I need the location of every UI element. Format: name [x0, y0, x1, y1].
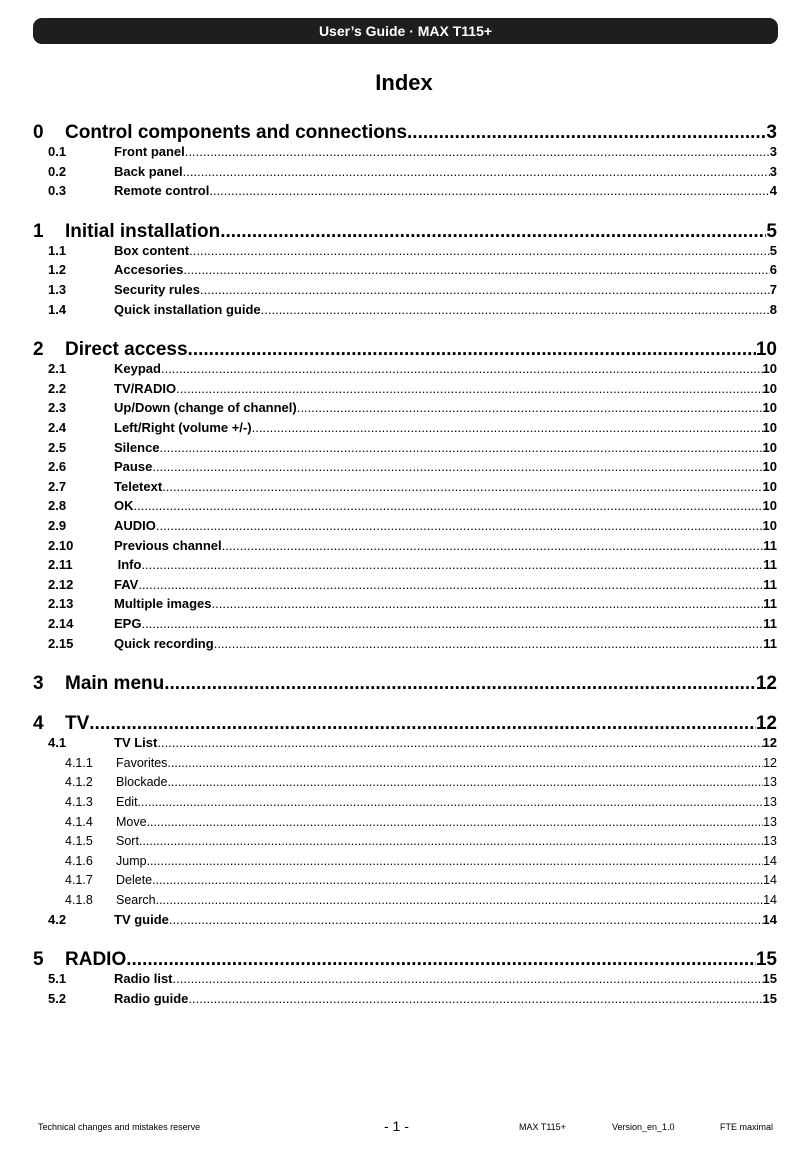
toc-number: 1.1 [48, 242, 67, 258]
toc-leader-dots [138, 792, 764, 812]
toc-section[interactable] [33, 516, 777, 536]
toc-label: Back panel [114, 163, 183, 179]
toc-subsection[interactable] [33, 792, 777, 812]
toc-number: 2.4 [48, 420, 67, 435]
toc-leader-dots [212, 594, 764, 614]
toc-leader-dots [141, 614, 763, 634]
toc-leader-dots [261, 300, 770, 320]
toc-label: Sort [116, 834, 139, 849]
toc-number: 0.1 [48, 144, 67, 159]
toc-number: 1.4 [48, 301, 67, 317]
toc-label: Quick installation guide [114, 301, 261, 317]
toc-label: OK [114, 498, 134, 514]
toc-section[interactable] [33, 280, 777, 300]
toc-leader-dots [157, 733, 762, 753]
toc-number: 2.14 [48, 616, 74, 631]
toc-page-number: 11 [763, 635, 777, 651]
toc-label: Keypad [114, 361, 161, 377]
toc-label: Front panel [114, 144, 185, 159]
toc-label: RADIO [65, 949, 127, 971]
toc-leader-dots [141, 555, 763, 575]
toc-leader-dots [189, 241, 770, 261]
toc-section[interactable] [33, 438, 777, 458]
toc-leader-dots [169, 910, 763, 930]
toc-section[interactable] [33, 496, 777, 516]
footer-model: MAX T115+ [519, 1122, 566, 1132]
toc-subsection[interactable] [33, 772, 777, 792]
toc-page-number: 12 [755, 673, 777, 695]
toc-number: 1.2 [48, 262, 67, 278]
toc-number: 5.2 [48, 990, 67, 1006]
toc-label: Main menu [65, 673, 165, 695]
toc-label: Search [116, 893, 156, 907]
toc-leader-dots [162, 477, 762, 497]
toc-label: Box content [114, 242, 190, 258]
toc-leader-dots [183, 260, 769, 280]
toc-label: Jump [116, 853, 147, 868]
toc-page-number: 11 [763, 557, 777, 573]
toc-page-number: 10 [762, 439, 777, 455]
toc-page-number: 12 [763, 755, 777, 770]
toc-label: Quick recording [114, 635, 214, 651]
toc-section[interactable] [33, 910, 777, 930]
toc-leader-dots [173, 969, 763, 989]
toc-section[interactable] [33, 457, 777, 477]
toc-label: EPG [114, 616, 142, 631]
toc-leader-dots [134, 496, 763, 516]
toc-label: Edit [116, 795, 138, 809]
toc-number: 2.2 [48, 380, 67, 396]
toc-page-number: 15 [755, 949, 777, 971]
toc-section[interactable] [33, 260, 777, 280]
toc-page-number: 10 [762, 400, 777, 416]
toc-label: TV [65, 713, 90, 735]
toc-page-number: 10 [755, 339, 777, 361]
toc-page-number: 11 [763, 616, 777, 631]
toc-leader-dots [156, 516, 763, 536]
toc-label: AUDIO [114, 518, 156, 533]
toc-leader-dots [152, 457, 762, 477]
toc-page-number: 3 [769, 144, 777, 159]
toc-number: 4.1.2 [65, 775, 93, 790]
toc-label: FAV [114, 576, 139, 592]
toc-leader-dots [222, 536, 764, 556]
toc-leader-dots [161, 359, 763, 379]
toc-number: 4.1.8 [65, 893, 93, 907]
toc-section[interactable] [33, 300, 777, 320]
toc-number: 2.15 [48, 635, 74, 651]
toc-label: Up/Down (change of channel) [114, 400, 297, 416]
toc-section[interactable] [33, 634, 777, 654]
toc-page-number: 8 [769, 301, 777, 317]
toc-section[interactable] [33, 969, 777, 989]
toc-section[interactable] [33, 594, 777, 614]
toc-number: 2.12 [48, 576, 74, 592]
toc-number: 0 [33, 122, 44, 143]
toc-label: Move [116, 814, 147, 829]
toc-leader-dots [252, 418, 763, 438]
toc-subsection[interactable] [33, 812, 777, 832]
toc-number: 2.6 [48, 459, 67, 475]
toc-leader-dots [156, 890, 763, 910]
toc-page-number: 10 [762, 380, 777, 396]
toc-subsection[interactable] [33, 870, 777, 890]
toc-number: 3 [33, 673, 44, 695]
toc-section[interactable] [33, 142, 777, 162]
header-bar [33, 18, 778, 44]
toc-number: 4 [33, 713, 44, 735]
toc-number: 4.1.1 [65, 755, 93, 770]
toc-number: 4.1.3 [65, 795, 93, 809]
toc-number: 0.2 [48, 163, 67, 179]
toc-number: 5.1 [48, 971, 67, 987]
toc-number: 2.3 [48, 400, 67, 416]
toc-page-number: 3 [766, 122, 777, 143]
toc-page-number: 11 [763, 576, 777, 592]
toc-page-number: 14 [763, 873, 777, 888]
toc-leader-dots [188, 989, 762, 1009]
toc-section[interactable] [33, 418, 777, 438]
toc-label: Multiple images [114, 596, 212, 612]
toc-chapter[interactable] [33, 671, 777, 697]
toc-page-number: 11 [763, 596, 777, 612]
toc-page-number: 10 [762, 459, 777, 475]
toc-leader-dots [297, 398, 763, 418]
toc-page-number: 13 [763, 795, 777, 809]
toc-leader-dots [185, 142, 770, 162]
toc-page-number: 13 [763, 775, 777, 790]
page-title: Index [375, 70, 433, 95]
toc-section[interactable] [33, 614, 777, 634]
toc-page-number: 4 [769, 183, 777, 199]
toc-section[interactable] [33, 536, 777, 556]
toc-section[interactable] [33, 181, 777, 201]
toc-number: 4.1 [48, 735, 67, 751]
toc-label: Initial installation [65, 220, 221, 242]
toc-label: Favorites [116, 755, 168, 770]
toc-page-number: 11 [763, 537, 777, 553]
toc-page-number: 12 [762, 735, 777, 751]
toc-number: 1 [33, 220, 44, 242]
toc-label: Previous channel [114, 537, 222, 553]
toc-section[interactable] [33, 733, 777, 753]
toc-leader-dots [160, 438, 763, 458]
toc-number: 1.3 [48, 282, 67, 297]
toc-section[interactable] [33, 359, 777, 379]
toc-number: 2.13 [48, 596, 74, 612]
toc-leader-dots [164, 671, 756, 697]
toc-section[interactable] [33, 989, 777, 1009]
toc-label: Pause [114, 459, 153, 475]
toc-label: Direct access [65, 339, 188, 361]
footer-brand: FTE maximal [720, 1122, 774, 1132]
toc-label: TV List [114, 735, 158, 751]
toc-label: Security rules [114, 282, 200, 297]
toc-page-number: 12 [755, 713, 777, 735]
toc-number: 5 [33, 949, 44, 971]
toc-number: 2.5 [48, 439, 67, 455]
toc-page-number: 3 [769, 163, 777, 179]
toc-section[interactable] [33, 241, 777, 261]
toc-label: Blockade [116, 775, 168, 790]
toc-page-number: 15 [762, 990, 777, 1006]
toc-number: 4.2 [48, 911, 67, 927]
toc-leader-dots [209, 181, 769, 201]
toc-subsection[interactable] [33, 851, 777, 871]
toc-leader-dots [176, 379, 762, 399]
toc-page-number: 10 [762, 420, 777, 435]
toc-page-number: 5 [766, 220, 777, 242]
toc-section[interactable] [33, 575, 777, 595]
toc-number: 2.1 [48, 361, 67, 377]
toc-number: 0.3 [48, 183, 67, 199]
toc-label: Radio guide [114, 990, 189, 1006]
toc-label: TV/RADIO [114, 380, 177, 396]
toc-number: 4.1.7 [65, 873, 93, 888]
toc-leader-dots [183, 162, 770, 182]
toc-label: TV guide [114, 911, 169, 927]
toc-leader-dots [200, 280, 770, 300]
toc-label: Remote control [114, 183, 210, 199]
toc-leader-dots [147, 812, 764, 832]
toc-label: Teletext [114, 478, 163, 494]
toc-number: 2.7 [48, 478, 67, 494]
toc-label: Info [114, 557, 142, 573]
toc-page-number: 10 [762, 361, 777, 377]
toc-page-number: 15 [762, 971, 777, 987]
toc-leader-dots [152, 870, 763, 890]
toc-number: 2 [33, 339, 44, 361]
toc-page-number: 10 [762, 498, 777, 514]
toc-leader-dots [147, 851, 764, 871]
toc-leader-dots [139, 831, 763, 851]
toc-page-number: 6 [769, 262, 777, 278]
toc-number: 4.1.5 [65, 834, 93, 849]
toc-label: Control components and connections. [65, 122, 413, 143]
toc-section[interactable] [33, 379, 777, 399]
toc-subsection[interactable] [33, 890, 777, 910]
toc-page-number: 14 [762, 911, 777, 927]
toc-page-number: 13 [763, 834, 777, 849]
toc-label: Radio list [114, 971, 173, 987]
toc-leader-dots [138, 575, 763, 595]
toc-section[interactable] [33, 162, 777, 182]
footer-disclaimer: Technical changes and mistakes reserve [38, 1122, 201, 1132]
toc-section[interactable] [33, 398, 777, 418]
toc-section[interactable] [33, 477, 777, 497]
toc-page-number: 5 [769, 242, 777, 258]
toc-subsection[interactable] [33, 831, 777, 851]
toc-page-number: 14 [763, 853, 777, 868]
toc-number: 4.1.6 [65, 853, 93, 868]
toc-number: 2.10 [48, 537, 74, 553]
toc-leader-dots [214, 634, 764, 654]
toc-page-number: 7 [769, 282, 777, 297]
document-header-title: User’s Guide · MAX T115+ [318, 23, 493, 39]
toc-page-number: 13 [763, 814, 777, 829]
toc-number: 2.11 [48, 557, 73, 573]
toc-label: Silence [114, 439, 160, 455]
toc-leader-dots [167, 753, 763, 773]
toc-page-number: 10 [762, 478, 777, 494]
toc-number: 4.1.4 [65, 814, 93, 829]
toc-page-number: 14 [763, 893, 777, 907]
footer-page-number: - 1 - [384, 1118, 409, 1134]
toc-number: 2.8 [48, 498, 67, 514]
toc-label: Delete [116, 873, 153, 888]
toc-section[interactable] [33, 555, 777, 575]
toc-label: Left/Right (volume +/-) [114, 420, 252, 435]
toc-subsection[interactable] [33, 753, 777, 773]
toc-number: 2.9 [48, 518, 67, 533]
toc-leader-dots [167, 772, 763, 792]
toc-label: Accesories [114, 262, 184, 278]
toc-page-number: 10 [762, 518, 777, 533]
footer-version: Version_en_1.0 [612, 1122, 675, 1132]
